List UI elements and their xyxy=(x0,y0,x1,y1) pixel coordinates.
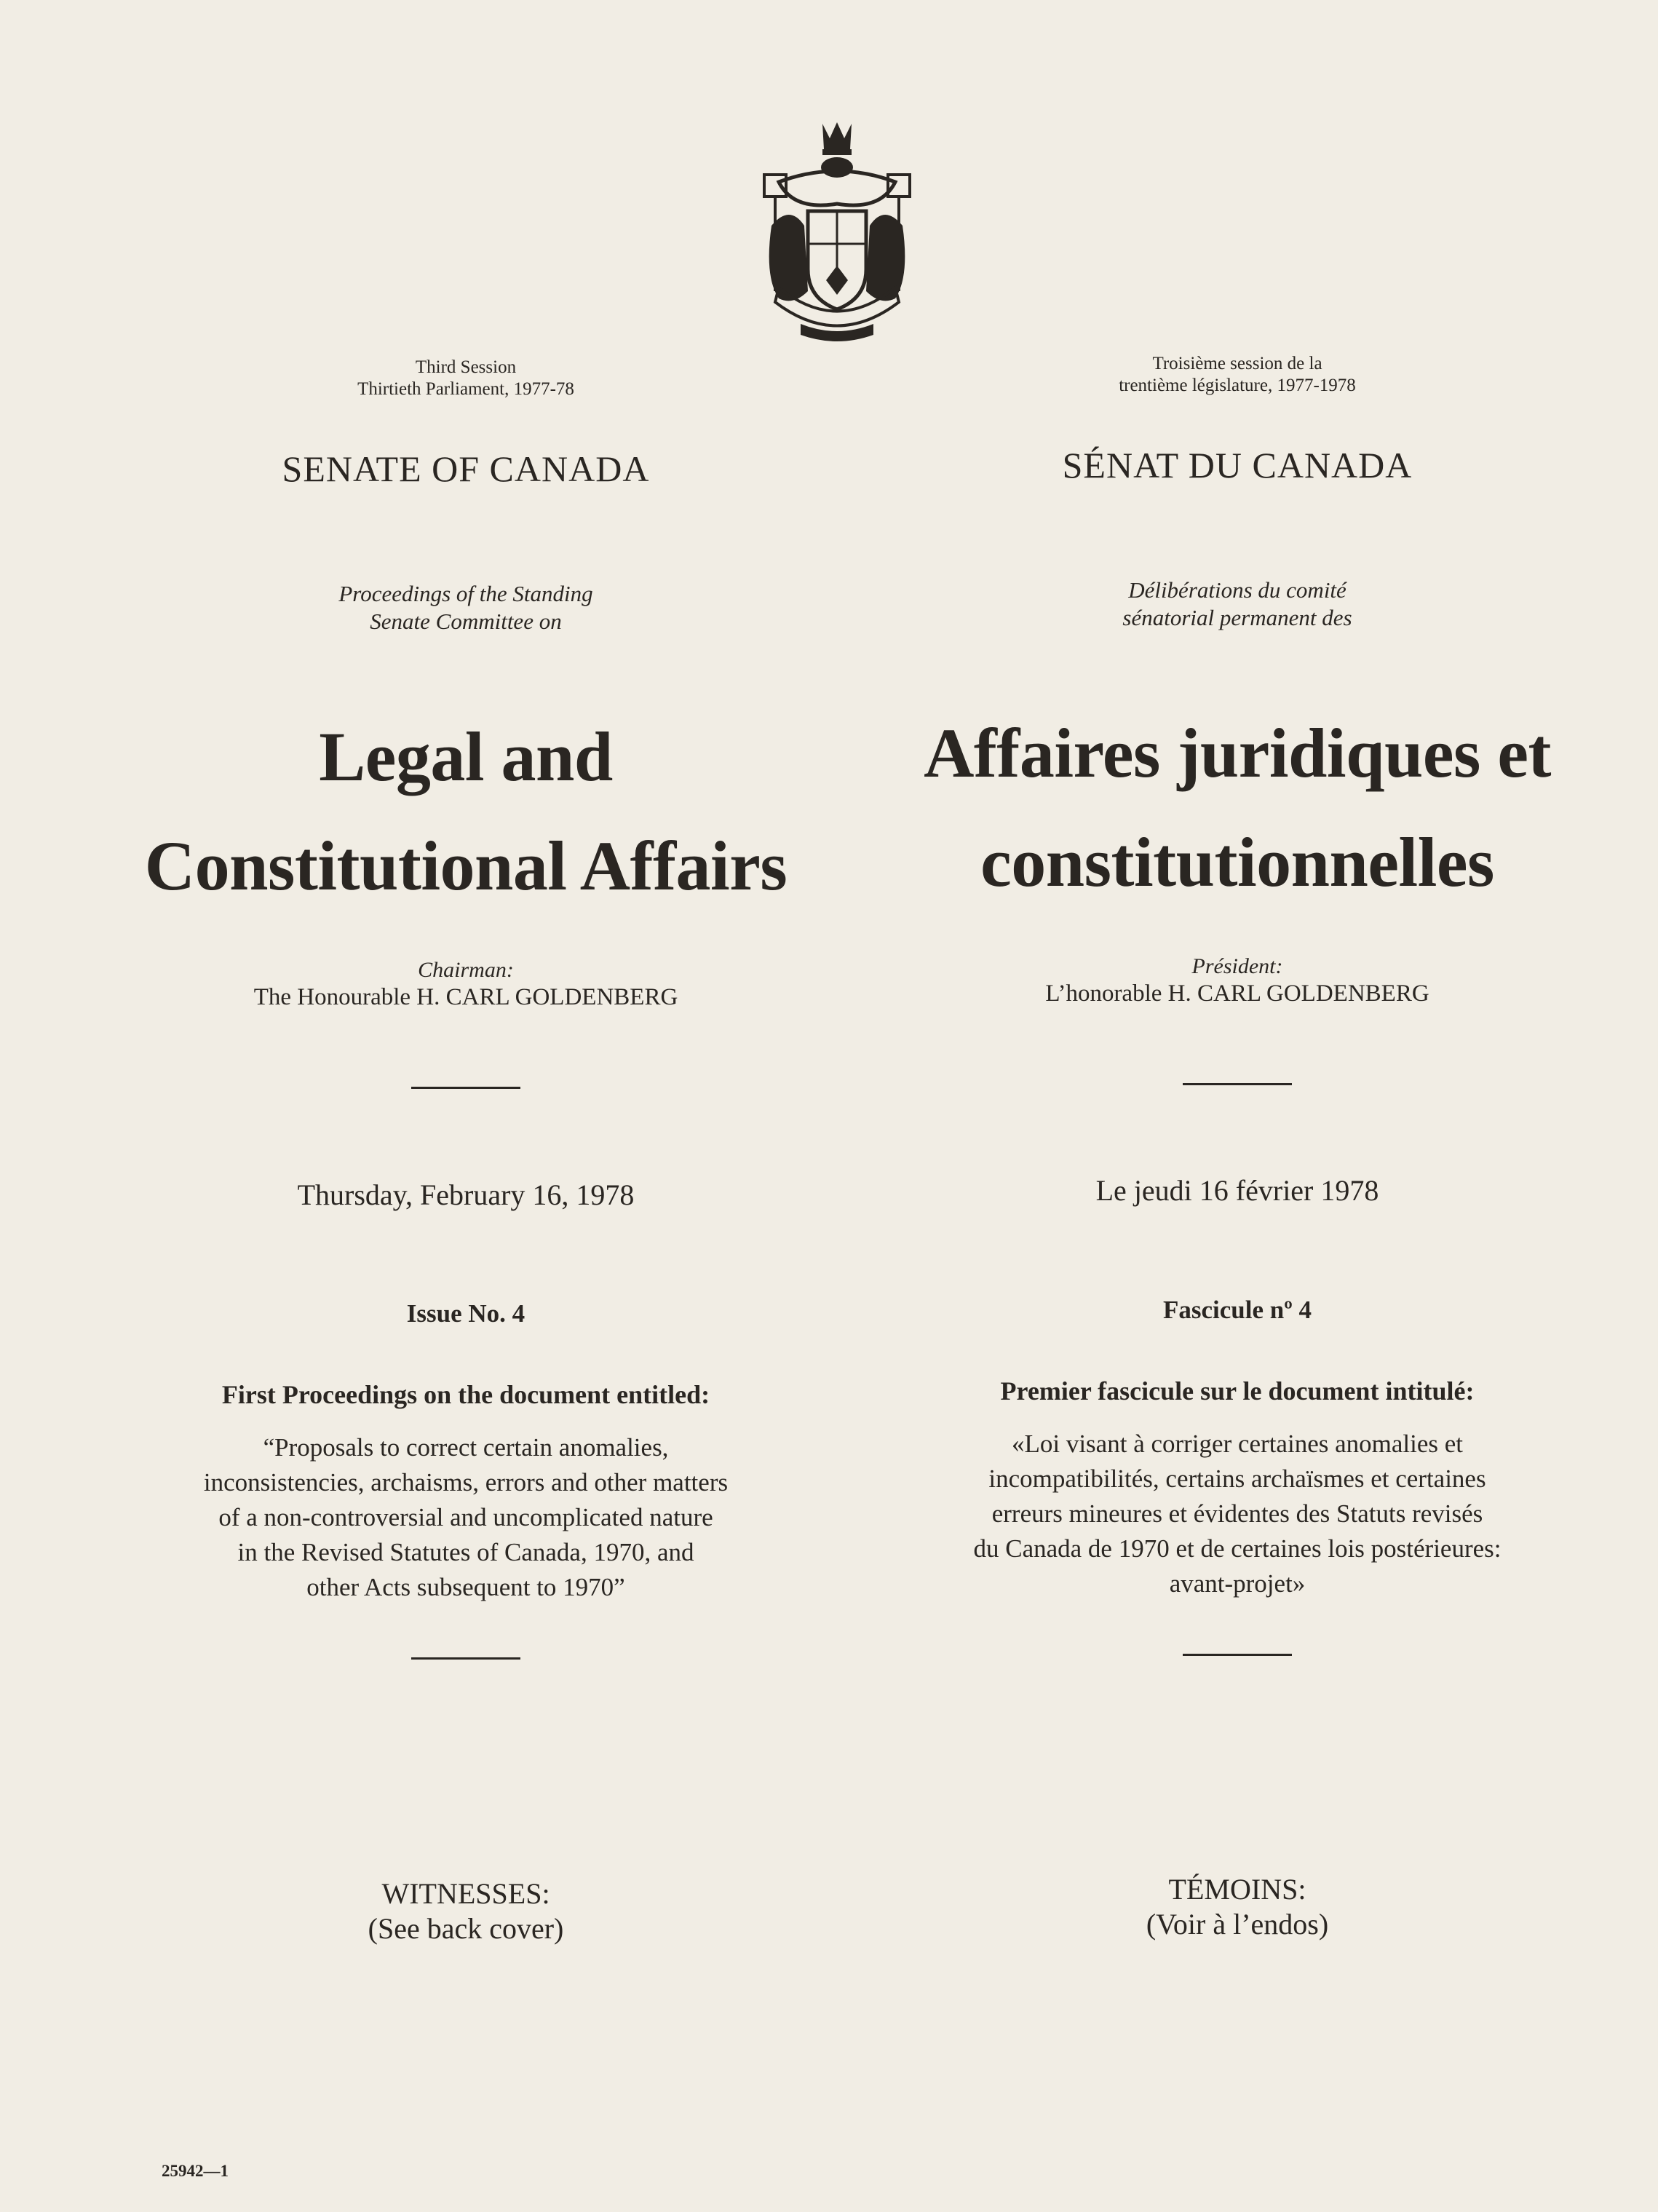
divider xyxy=(873,1083,1601,1085)
issue-number: Fascicule nº 4 xyxy=(1162,1296,1312,1324)
description-line: incompatibilités, certains archaïsmes et certaines xyxy=(988,1464,1486,1493)
description-line: erreurs mineures et évidentes des Statuts revisés xyxy=(991,1499,1483,1528)
right-session xyxy=(873,353,1601,397)
divider xyxy=(102,1087,830,1089)
description-line: “Proposals to correct certain anomalies, xyxy=(263,1433,669,1462)
description-line: «Loi visant à corriger certaines anomalies et xyxy=(1011,1430,1464,1458)
description-line: in the Revised Statutes of Canada, 1970, and xyxy=(237,1538,694,1566)
witnesses-note: (See back cover) xyxy=(368,1912,564,1945)
divider xyxy=(873,1654,1601,1656)
proceedings-line: Proceedings of the Standing xyxy=(338,581,593,606)
meeting-date: Thursday, February 16, 1978 xyxy=(297,1178,635,1211)
chairman-name: The Honourable H. CARL GOLDENBERG xyxy=(253,984,678,1010)
divider xyxy=(102,1657,830,1660)
parliament-line: Thirtieth Parliament, 1977-78 xyxy=(357,379,574,399)
description-line: other Acts subsequent to 1970” xyxy=(306,1573,625,1601)
chairman-label: Chairman: xyxy=(418,958,514,982)
chairman-block xyxy=(873,954,1601,1007)
parliament-line: trentième législature, 1977-1978 xyxy=(1119,376,1356,395)
chairman-name: L’honorable H. CARL GOLDENBERG xyxy=(1045,980,1429,1007)
proceedings-subtitle xyxy=(873,576,1601,632)
coat-of-arms-icon xyxy=(750,116,924,349)
document-description xyxy=(102,1430,830,1605)
description-line: du Canada de 1970 et de certaines lois postérieures: xyxy=(973,1534,1502,1563)
document-number: 25942—1 xyxy=(162,2162,229,2180)
proceedings-line: Délibérations du comité xyxy=(1128,577,1346,603)
proceedings-subtitle xyxy=(102,580,830,635)
chairman-block xyxy=(102,957,830,1011)
chairman-label: Président: xyxy=(1191,954,1283,978)
committee-line: Senate Committee on xyxy=(370,609,562,634)
witnesses-block xyxy=(102,1876,830,1946)
session-line: Third Session xyxy=(415,357,517,377)
senate-heading: SÉNAT DU CANADA xyxy=(1062,445,1413,485)
left-session xyxy=(102,357,830,400)
committee-title xyxy=(102,702,830,921)
committee-title xyxy=(873,699,1601,917)
title-line: Constitutional Affairs xyxy=(144,827,788,905)
title-line: constitutionnelles xyxy=(980,823,1494,901)
title-line: Affaires juridiques et xyxy=(924,714,1551,792)
description-line: of a non-controversial and uncomplicated nature xyxy=(218,1503,713,1531)
witnesses-block xyxy=(873,1872,1601,1942)
first-proceedings-heading: First Proceedings on the document entitled: xyxy=(221,1380,710,1409)
document-description xyxy=(873,1427,1601,1601)
witnesses-note: (Voir à l’endos) xyxy=(1146,1908,1329,1941)
meeting-date: Le jeudi 16 février 1978 xyxy=(1095,1174,1379,1207)
first-proceedings-heading: Premier fascicule sur le document intitulé: xyxy=(1000,1376,1475,1406)
witnesses-label: TÉMOINS: xyxy=(1168,1873,1306,1906)
description-line: avant-projet» xyxy=(1169,1569,1306,1598)
senate-heading: SENATE OF CANADA xyxy=(282,448,650,489)
committee-line: sénatorial permanent des xyxy=(1122,605,1352,630)
issue-number: Issue No. 4 xyxy=(406,1299,525,1328)
show-through-text xyxy=(87,109,93,134)
witnesses-label: WITNESSES: xyxy=(381,1877,550,1910)
session-line: Troisième session de la xyxy=(1152,354,1322,373)
description-line: inconsistencies, archaisms, errors and other matters xyxy=(203,1468,729,1497)
title-line: Legal and xyxy=(319,718,613,796)
